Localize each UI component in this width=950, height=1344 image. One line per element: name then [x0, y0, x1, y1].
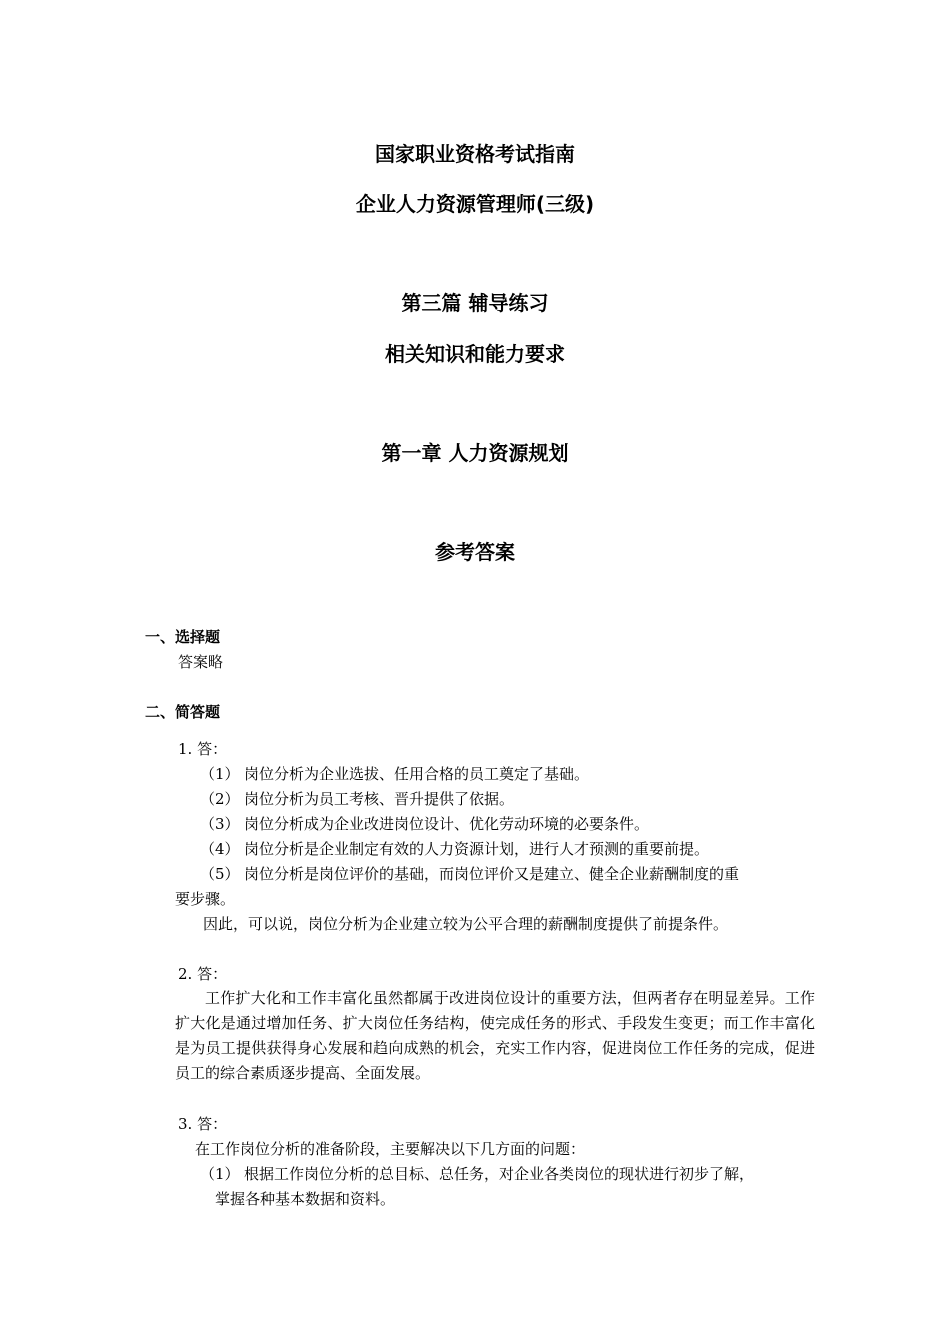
q2-body: 工作扩大化和工作丰富化虽然都属于改进岗位设计的重要方法，但两者存在明显差异。工作扩大化是通过增加任务、扩大岗位任务结构，使完成任务的形式、手段发生变更；而工作丰富化是为员工提供获得身心发展和趋向成熟的机会，充实工作内容，促进岗位工作任务的完成，促进员工的综合素质逐步提高、全面发展。: [175, 989, 815, 1082]
q1-item: [200, 813, 649, 834]
q3-intro: 在工作岗位分析的准备阶段，主要解决以下几方面的问题：: [195, 1140, 586, 1158]
part-heading: 第三篇 辅导练习: [401, 291, 549, 315]
q1-item: [200, 763, 589, 784]
doc-title: 国家职业资格考试指南: [375, 142, 575, 166]
q3-item-number: （1）: [200, 1165, 240, 1183]
answers-heading: 参考答案: [435, 540, 515, 564]
doc-subtitle-level: 企业人力资源管理师(三级): [355, 192, 595, 216]
q1-item-number: （4）: [200, 840, 240, 858]
q1-item-number: （5）: [200, 865, 240, 883]
section-choice-body: 答案略: [178, 653, 224, 671]
chapter-heading: 第一章 人力资源规划: [381, 441, 569, 465]
section-heading-short-answer: 二、简答题: [145, 703, 221, 721]
q3-item-text: 根据工作岗位分析的总目标、总任务，对企业各类岗位的现状进行初步了解，: [244, 1165, 755, 1183]
q1-item-text: 岗位分析成为企业改进岗位设计、优化劳动环境的必要条件。: [244, 815, 650, 833]
q1-label: 1. 答：: [178, 740, 228, 758]
q1-item-text: 岗位分析为企业选拔、任用合格的员工奠定了基础。: [244, 765, 590, 783]
q1-item: [200, 788, 514, 809]
q2-label: 2. 答：: [178, 965, 228, 983]
section-heading-choice: 一、选择题: [145, 628, 221, 646]
q1-item-text: 岗位分析为员工考核、晋升提供了依据。: [244, 790, 515, 808]
q1-item-number: （2）: [200, 790, 240, 808]
part-subheading: 相关知识和能力要求: [385, 342, 565, 366]
q3-label: 3. 答：: [178, 1115, 228, 1133]
q1-item-number: （3）: [200, 815, 240, 833]
q1-conclusion: 因此，可以说，岗位分析为企业建立较为公平合理的薪酬制度提供了前提条件。: [203, 915, 729, 933]
q3-item: [200, 1163, 754, 1184]
q3-item-continuation: 掌握各种基本数据和资料。: [215, 1190, 396, 1208]
q1-item: [200, 838, 709, 859]
q1-item-number: （1）: [200, 765, 240, 783]
q1-item-continuation: 要步骤。: [175, 890, 236, 908]
q1-item-text: 岗位分析是企业制定有效的人力资源计划，进行人才预测的重要前提。: [244, 840, 710, 858]
q1-item-text: 岗位分析是岗位评价的基础，而岗位评价又是建立、健全企业薪酬制度的重: [244, 865, 740, 883]
q1-item: [200, 863, 739, 884]
